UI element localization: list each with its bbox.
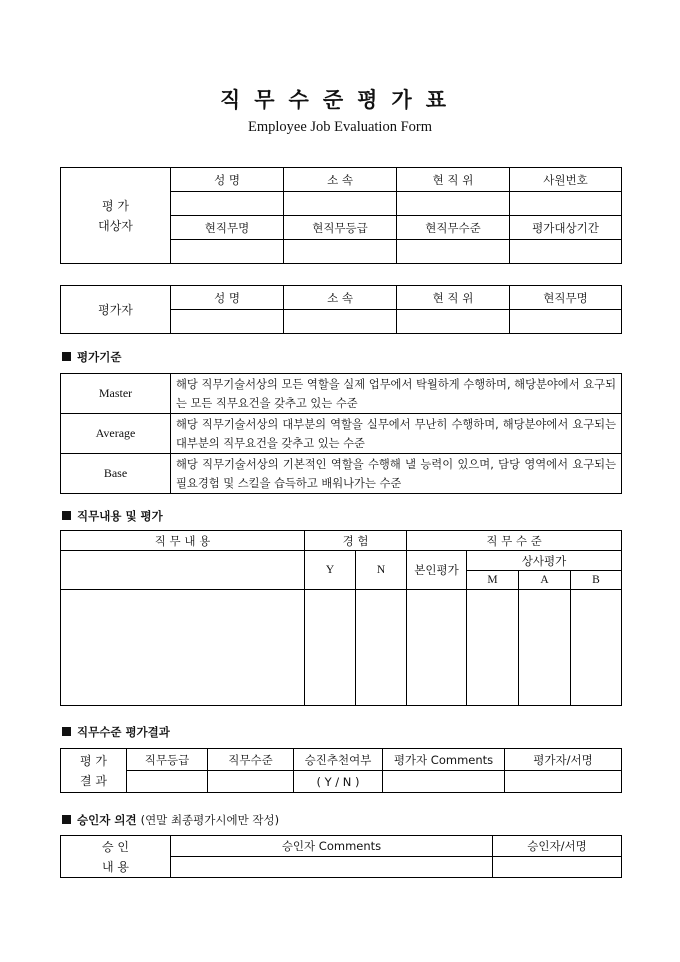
square-bullet-icon xyxy=(62,352,71,361)
evaluatee-position-field[interactable] xyxy=(397,192,510,216)
job-content-table xyxy=(60,530,622,706)
approver-heading: 승인자 의견 (연말 최종평가시에만 작성) xyxy=(62,812,279,828)
level-a-field[interactable] xyxy=(519,590,571,706)
level-m-field[interactable] xyxy=(467,590,519,706)
result-label-line2: 결 과 xyxy=(80,773,107,788)
evaluatee-header-name: 성 명 xyxy=(171,168,284,192)
criteria-master-name: Master xyxy=(61,374,171,414)
job-content-header: 직 무 내 용 xyxy=(61,531,305,551)
evaluatee-header-job-grade: 현직무등급 xyxy=(284,216,397,240)
level-b-field[interactable] xyxy=(571,590,622,706)
evaluator-current-job-field[interactable] xyxy=(510,310,622,334)
evaluatee-table xyxy=(60,167,622,264)
approver-label-line1: 승 인 xyxy=(102,839,129,854)
level-a-header: A xyxy=(519,571,571,590)
approver-header-comments: 승인자 Comments xyxy=(171,836,493,857)
experience-y-header: Y xyxy=(305,551,356,590)
level-m-header: M xyxy=(467,571,519,590)
approver-signature-field[interactable] xyxy=(493,857,622,878)
evaluator-table xyxy=(60,285,622,334)
approver-comments-field[interactable] xyxy=(171,857,493,878)
square-bullet-icon xyxy=(62,815,71,824)
evaluatee-eval-period-field[interactable] xyxy=(510,240,622,264)
result-comments-field[interactable] xyxy=(383,771,505,793)
job-content-field[interactable] xyxy=(61,590,305,706)
result-grade-field[interactable] xyxy=(127,771,208,793)
evaluator-department-field[interactable] xyxy=(284,310,397,334)
job-level-header: 직 무 수 준 xyxy=(407,531,622,551)
evaluatee-label xyxy=(61,168,171,264)
experience-n-field[interactable] xyxy=(356,590,407,706)
evaluatee-name-field[interactable] xyxy=(171,192,284,216)
evaluatee-header-position: 현 직 위 xyxy=(397,168,510,192)
square-bullet-icon xyxy=(62,727,71,736)
result-label xyxy=(61,749,127,793)
evaluatee-header-department: 소 속 xyxy=(284,168,397,192)
experience-y-field[interactable] xyxy=(305,590,356,706)
approver-table xyxy=(60,835,622,878)
page-subtitle: Employee Job Evaluation Form xyxy=(247,119,433,135)
evaluator-header-department: 소 속 xyxy=(284,286,397,310)
criteria-base-desc: 해당 직무기술서상의 기본적인 역할을 수행해 낼 능력이 있으며, 담당 영역에서 요구되는 필요경험 및 스킬을 습득하고 배워나가는 수준 xyxy=(171,454,622,494)
level-b-header: B xyxy=(571,571,622,590)
criteria-base-name: Base xyxy=(61,454,171,494)
approver-header-signature: 승인자/서명 xyxy=(493,836,622,857)
self-eval-header: 본인평가 xyxy=(407,551,467,590)
evaluator-position-field[interactable] xyxy=(397,310,510,334)
evaluatee-job-level-field[interactable] xyxy=(397,240,510,264)
result-heading: 직무수준 평가결과 xyxy=(62,724,170,740)
evaluatee-label-line2: 대상자 xyxy=(98,218,133,233)
evaluatee-header-employee-id: 사원번호 xyxy=(510,168,622,192)
approver-label-line2: 내 용 xyxy=(102,859,129,874)
result-promotion-field[interactable]: ( Y / N ) xyxy=(294,771,383,793)
evaluator-header-position: 현 직 위 xyxy=(397,286,510,310)
evaluatee-header-current-job: 현직무명 xyxy=(171,216,284,240)
result-header-grade: 직무등급 xyxy=(127,749,208,771)
evaluatee-label-line1: 평 가 xyxy=(102,198,129,213)
experience-n-header: N xyxy=(356,551,407,590)
evaluator-name-field[interactable] xyxy=(171,310,284,334)
approver-label xyxy=(61,836,171,878)
result-table xyxy=(60,748,622,793)
result-header-signature: 평가자/서명 xyxy=(505,749,622,771)
job-content-subheader-blank xyxy=(61,551,305,590)
evaluatee-current-job-field[interactable] xyxy=(171,240,284,264)
approver-note: (연말 최종평가시에만 작성) xyxy=(140,813,280,827)
result-level-field[interactable] xyxy=(208,771,294,793)
criteria-master-desc: 해당 직무기술서상의 모든 역할을 실제 업무에서 탁월하게 수행하며, 해당분야에서 요구되는 모든 직무요건을 갖추고 있는 수준 xyxy=(171,374,622,414)
evaluator-header-name: 성 명 xyxy=(171,286,284,310)
self-eval-field[interactable] xyxy=(407,590,467,706)
job-content-heading: 직무내용 및 평가 xyxy=(62,508,163,524)
evaluator-label: 평가자 xyxy=(61,286,171,334)
evaluatee-job-grade-field[interactable] xyxy=(284,240,397,264)
supervisor-eval-header: 상사평가 xyxy=(467,551,622,571)
experience-header: 경 험 xyxy=(305,531,407,551)
criteria-average-desc: 해당 직무기술서상의 대부분의 역할을 실무에서 무난히 수행하며, 해당분야에서 요구되는 대부분의 직무요건을 갖추고 있는 수준 xyxy=(171,414,622,454)
evaluatee-department-field[interactable] xyxy=(284,192,397,216)
evaluatee-employee-id-field[interactable] xyxy=(510,192,622,216)
criteria-average-name: Average xyxy=(61,414,171,454)
result-label-line1: 평 가 xyxy=(80,753,107,768)
result-header-comments: 평가자 Comments xyxy=(383,749,505,771)
result-signature-field[interactable] xyxy=(505,771,622,793)
criteria-table xyxy=(60,373,622,494)
evaluatee-header-eval-period: 평가대상기간 xyxy=(510,216,622,240)
evaluatee-header-job-level: 현직무수준 xyxy=(397,216,510,240)
criteria-heading: 평가기준 xyxy=(62,349,121,365)
square-bullet-icon xyxy=(62,511,71,520)
evaluator-header-current-job: 현직무명 xyxy=(510,286,622,310)
result-header-promotion: 승진추천여부 xyxy=(294,749,383,771)
page-title: 직무수준평가표 xyxy=(219,87,460,112)
result-header-level: 직무수준 xyxy=(208,749,294,771)
